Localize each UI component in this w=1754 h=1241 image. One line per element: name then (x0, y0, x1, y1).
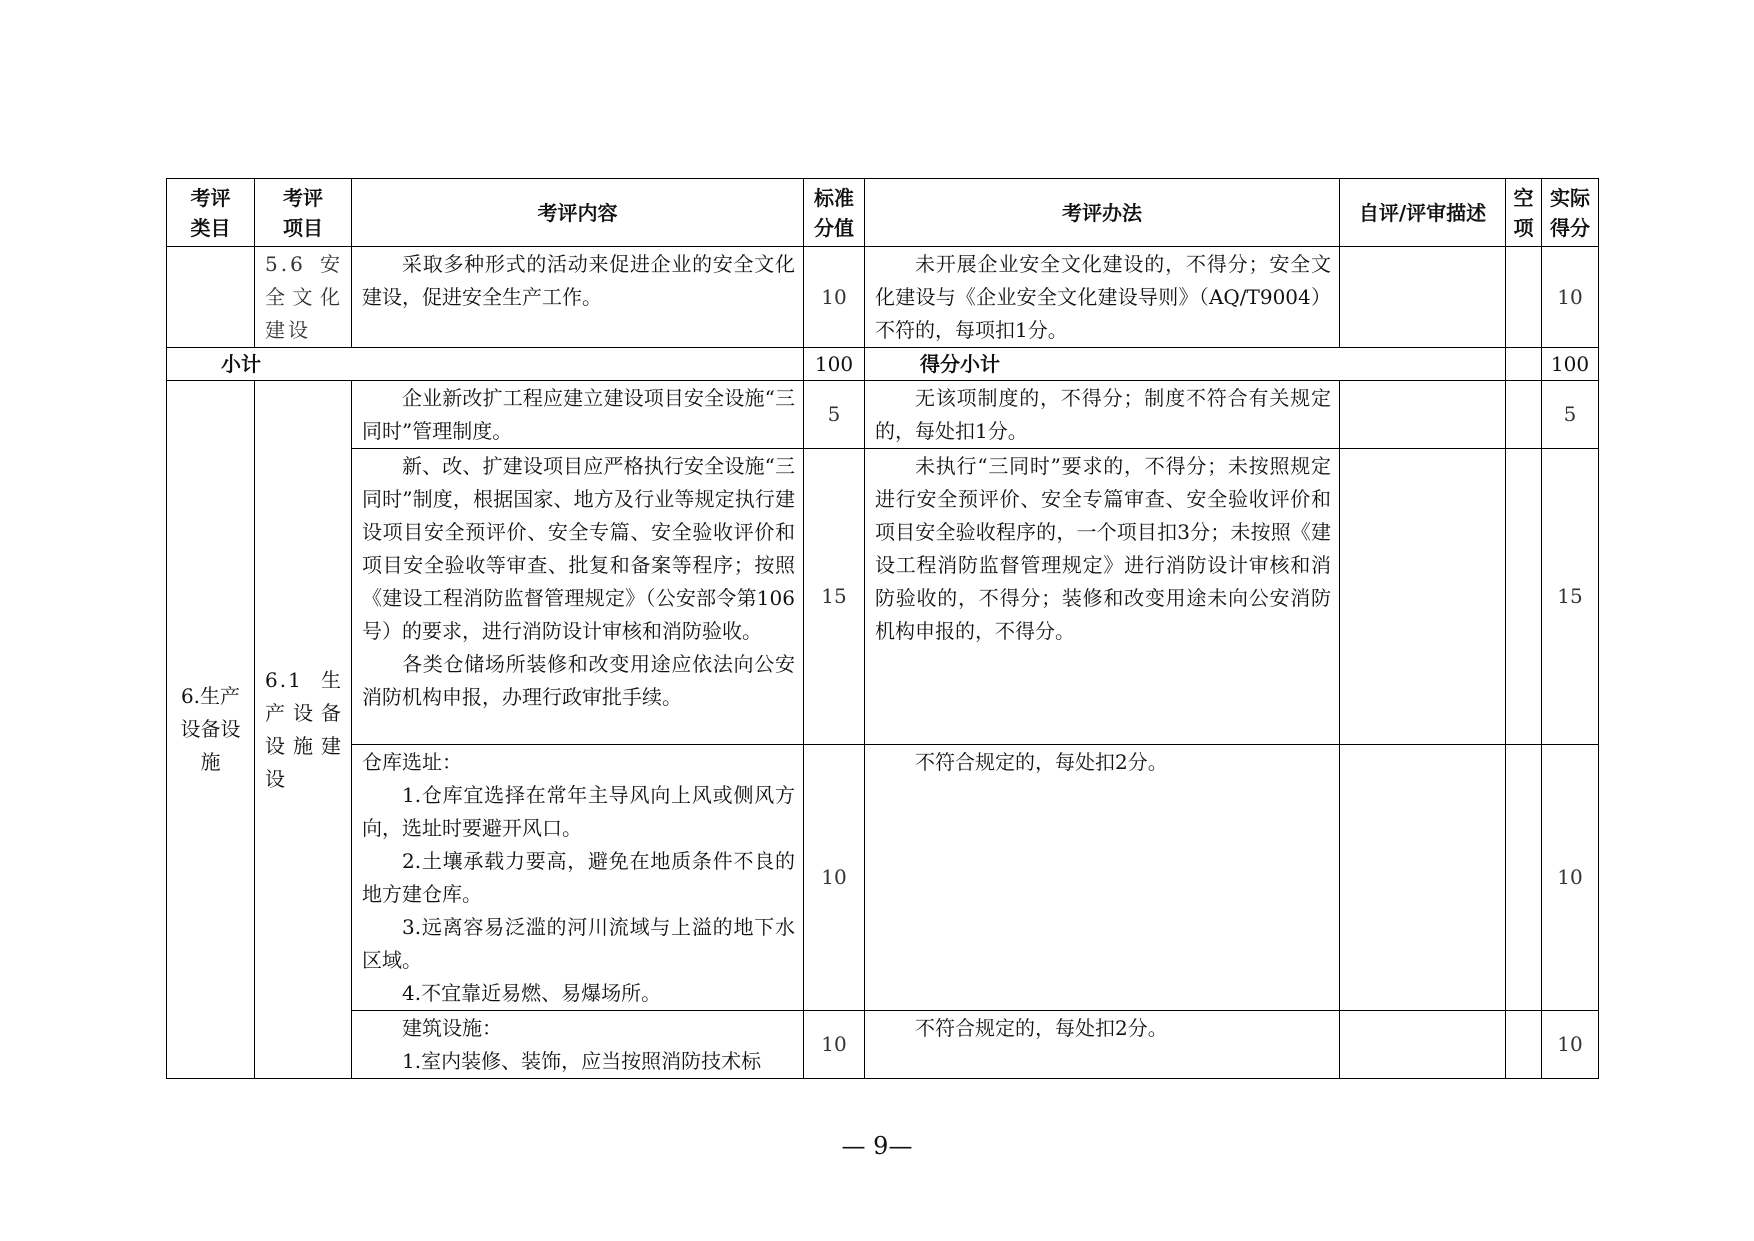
method-cell: 无该项制度的，不得分；制度不符合有关规定的，每处扣1分。 (865, 381, 1340, 449)
table-row (167, 247, 1599, 348)
evaluation-table (166, 178, 1599, 1079)
header-method: 考评办法 (865, 179, 1340, 247)
standard-score-cell: 5 (804, 381, 865, 449)
content-cell: 企业新改扩工程应建立建设项目安全设施“三同时”管理制度。 (352, 381, 804, 449)
table-row (167, 381, 1599, 449)
category-cell (167, 247, 255, 348)
standard-score-cell: 10 (804, 1011, 865, 1079)
content-cell: 建筑设施： 1.室内装修、装饰，应当按照消防技术标 (352, 1011, 804, 1079)
standard-score-cell: 10 (804, 745, 865, 1011)
empty-item-cell (1506, 449, 1542, 745)
header-empty-item: 空项 (1506, 179, 1542, 247)
table-row (167, 449, 1599, 745)
method-cell: 未开展企业安全文化建设的，不得分；安全文化建设与《企业安全文化建设导则》（AQ/T9004）不符的，每项扣1分。 (865, 247, 1340, 348)
self-evaluation-cell (1340, 381, 1506, 449)
header-self-evaluation: 自评/评审描述 (1340, 179, 1506, 247)
self-evaluation-cell (1340, 247, 1506, 348)
header-standard-score: 标准分值 (804, 179, 865, 247)
self-evaluation-cell (1340, 1011, 1506, 1079)
subtotal-score: 100 (804, 348, 865, 381)
header-row (167, 179, 1599, 247)
empty-item-cell (1506, 745, 1542, 1011)
header-item: 考评项目 (255, 179, 352, 247)
content-cell: 新、改、扩建设项目应严格执行安全设施“三同时”制度，根据国家、地方及行业等规定执行建设项目安全预评价、安全专篇、安全验收评价和项目安全验收等审查、批复和备案等程序；按照《建设工程消防监督管理规定》（公安部令第106号）的要求，进行消防设计审核和消防验收。 各类仓储场所装修和改变用途应依法向公安消防机构申报，办理行政审批手续。 (352, 449, 804, 745)
standard-score-cell: 10 (804, 247, 865, 348)
self-evaluation-cell (1340, 745, 1506, 1011)
method-cell: 未执行“三同时”要求的，不得分；未按照规定进行安全预评价、安全专篇审查、安全验收评价和项目安全验收程序的，一个项目扣3分；未按照《建设工程消防监督管理规定》进行消防设计审核和消防验收的，不得分；装修和改变用途未向公安消防机构申报的，不得分。 (865, 449, 1340, 745)
standard-score-cell: 15 (804, 449, 865, 745)
actual-score-cell: 15 (1542, 449, 1599, 745)
method-cell: 不符合规定的，每处扣2分。 (865, 745, 1340, 1011)
empty-item-cell (1506, 1011, 1542, 1079)
method-cell: 不符合规定的，每处扣2分。 (865, 1011, 1340, 1079)
header-actual-score: 实际得分 (1542, 179, 1599, 247)
item-cell: 5.6 安全文化建设 (255, 247, 352, 348)
actual-score-cell: 10 (1542, 745, 1599, 1011)
content-cell: 仓库选址： 1.仓库宜选择在常年主导风向上风或侧风方向，选址时要避开风口。 2.土壤承载力要高，避免在地质条件不良的地方建仓库。 3.远离容易泛滥的河川流域与上溢的地下水区域。 4.不宜靠近易燃、易爆场所。 (352, 745, 804, 1011)
subtotal-method-label: 得分小计 (865, 348, 1506, 381)
empty-item-cell (1506, 247, 1542, 348)
self-evaluation-cell (1340, 449, 1506, 745)
subtotal-label: 小计 (167, 348, 804, 381)
table-row (167, 745, 1599, 1011)
empty-item-cell (1506, 381, 1542, 449)
subtotal-row (167, 348, 1599, 381)
table-row (167, 1011, 1599, 1079)
header-content: 考评内容 (352, 179, 804, 247)
actual-score-cell: 10 (1542, 1011, 1599, 1079)
actual-score-cell: 5 (1542, 381, 1599, 449)
subtotal-actual: 100 (1542, 348, 1599, 381)
category-cell: 6.生产设备设施 (167, 381, 255, 1079)
page-number: — 9— (841, 1132, 913, 1160)
item-cell: 6.1 生产设备设施建设 (255, 381, 352, 1079)
content-cell: 采取多种形式的活动来促进企业的安全文化建设，促进安全生产工作。 (352, 247, 804, 348)
empty-item-cell (1506, 348, 1542, 381)
header-category: 考评类目 (167, 179, 255, 247)
actual-score-cell: 10 (1542, 247, 1599, 348)
